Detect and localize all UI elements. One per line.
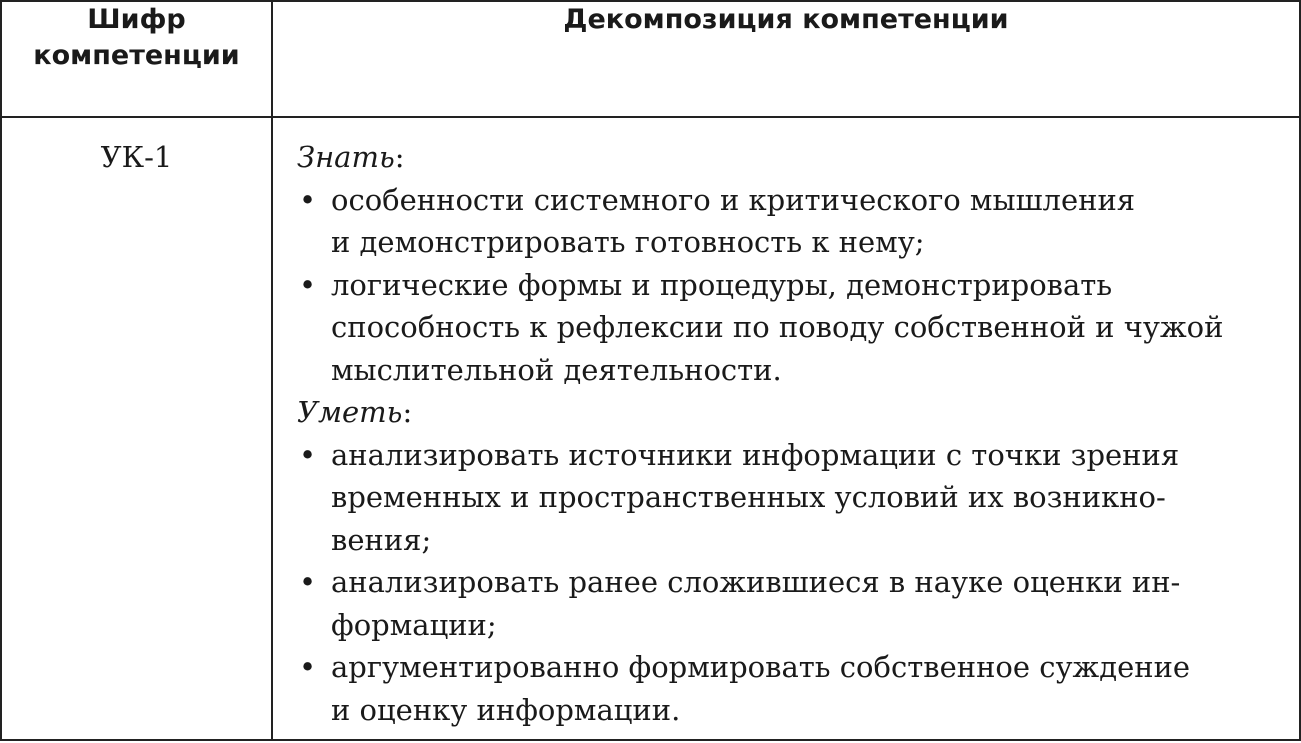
list-item-line: формации;	[331, 607, 497, 642]
bullet-icon: •	[299, 650, 317, 684]
list-item-line: анализировать ранее сложившиеся в науке оценки ин-	[331, 565, 1181, 599]
list-item	[297, 264, 1289, 392]
column-header-code	[1, 1, 272, 117]
list-item-line: способность к рефлексии по поводу собственной и чужой	[331, 310, 1224, 344]
bullet-icon: •	[299, 182, 317, 217]
know-list	[297, 179, 1289, 392]
list-item	[297, 434, 1289, 562]
list-item-line: временных и пространственных условий их возникно-	[331, 480, 1166, 514]
able-heading-label: Уметь	[297, 395, 403, 429]
table-row	[1, 117, 1300, 740]
table-header-row	[1, 1, 1300, 117]
competence-code: УК-1	[1, 117, 272, 740]
list-item	[297, 646, 1289, 731]
list-item-line: аргументированно формировать собственное суждение	[331, 650, 1191, 684]
list-item-line: и оценку информации.	[331, 692, 681, 727]
list-item-line: и демонстрировать готовность к нему;	[331, 225, 925, 259]
bullet-icon: •	[299, 267, 317, 302]
list-item-line: логические формы и процедуры, демонстрировать	[331, 267, 1113, 302]
bullet-icon: •	[299, 437, 317, 472]
list-item-line: анализировать источники информации с точки зрения	[331, 437, 1180, 472]
know-heading	[297, 136, 1289, 179]
list-item-line: вения;	[331, 522, 432, 557]
know-heading-label: Знать	[297, 140, 395, 174]
able-list	[297, 434, 1289, 732]
column-header-code-line1: Шифр	[87, 4, 186, 35]
able-heading-colon: :	[402, 395, 413, 429]
column-header-decomposition: Декомпозиция компетенции	[272, 1, 1300, 117]
able-heading	[297, 391, 1289, 434]
list-item-line: особенности системного и критического мышления	[331, 182, 1136, 217]
list-item	[297, 179, 1289, 264]
decomposition-cell	[272, 117, 1300, 740]
column-header-code-line2: компетенции	[33, 40, 240, 71]
list-item	[297, 561, 1289, 646]
bullet-icon: •	[299, 565, 317, 599]
list-item-line: мыслительной деятельности.	[331, 352, 782, 387]
know-heading-colon: :	[394, 140, 405, 174]
